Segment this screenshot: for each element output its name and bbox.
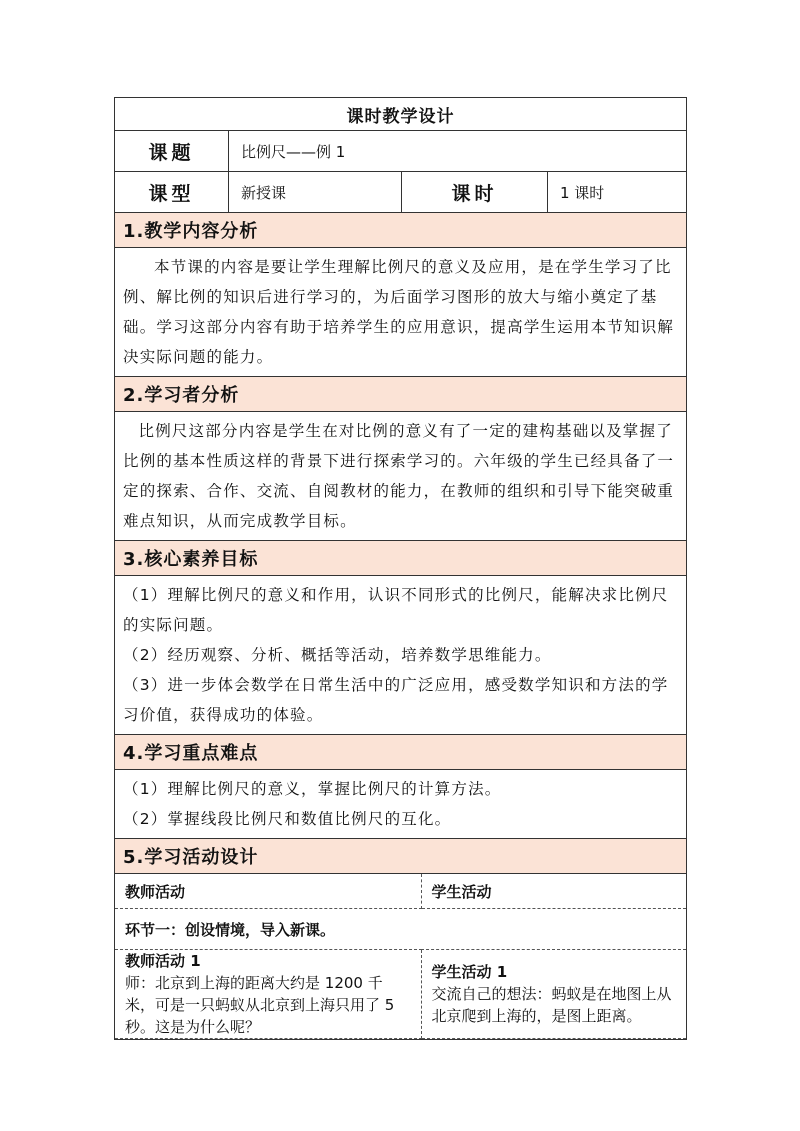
document-title: 课时教学设计 xyxy=(115,98,687,131)
section-heading-core-goals: 3.核心素养目标 xyxy=(115,541,687,576)
activity-table-container xyxy=(115,874,687,1040)
section-body-core-goals xyxy=(115,576,687,735)
section-heading-key-points: 4.学习重点难点 xyxy=(115,735,687,770)
paragraph: 本节课的内容是要让学生理解比例尺的意义及应用，是在学生学习了比例、解比例的知识后进行学习的，为后面学习图形的放大与缩小奠定了基础。学习这部分内容有助于培养学生的应用意识，提高学生运用本节知识解决实际问题的能力。 xyxy=(123,258,675,366)
section-heading-learner-analysis: 2.学习者分析 xyxy=(115,377,687,412)
key-point-item: （1）理解比例尺的意义，掌握比例尺的计算方法。 xyxy=(123,780,502,798)
goal-item: （1）理解比例尺的意义和作用，认识不同形式的比例尺，能解决求比例尺的实际问题。 xyxy=(123,586,669,634)
lesson-plan-page xyxy=(114,97,686,1040)
goal-item: （2）经历观察、分析、概括等活动，培养数学思维能力。 xyxy=(123,646,552,664)
goal-item: （3）进一步体会数学在日常生活中的广泛应用，感受数学知识和方法的学习价值，获得成功的体验。 xyxy=(123,676,669,724)
student-activity-1-text: 交流自己的想法：蚂蚁是在地图上从北京爬到上海的，是图上距离。 xyxy=(431,985,672,1025)
student-activity-1-title: 学生活动 1 xyxy=(431,963,508,981)
paragraph: 比例尺这部分内容是学生在对比例的意义有了一定的建构基础以及掌握了比例的基本性质这样的背景下进行探索学习的。六年级的学生已经具备了一定的探索、合作、交流、自阅教材的能力，在教师的组织和引导下能突破重难点知识，从而完成教学目标。 xyxy=(123,422,675,530)
student-activity-header: 学生活动 xyxy=(421,874,686,909)
period-value: 1 课时 xyxy=(548,172,687,213)
section-body-learner-analysis xyxy=(115,412,687,541)
teacher-activity-1-title: 教师活动 1 xyxy=(125,952,201,970)
section-body-content-analysis xyxy=(115,248,687,377)
topic-label: 课题 xyxy=(115,131,229,172)
section-body-key-points xyxy=(115,770,687,839)
topic-value: 比例尺——例 1 xyxy=(229,131,687,172)
section-heading-activity-design: 5.学习活动设计 xyxy=(115,839,687,874)
key-point-item: （2）掌握线段比例尺和数值比例尺的互化。 xyxy=(123,810,452,828)
activity-table xyxy=(115,874,686,1039)
type-value: 新授课 xyxy=(229,172,402,213)
stage-one-title: 环节一：创设情境，导入新课。 xyxy=(115,909,686,950)
type-label: 课型 xyxy=(115,172,229,213)
student-activity-1 xyxy=(421,950,686,1039)
lesson-plan-table xyxy=(114,97,687,1040)
period-label: 课时 xyxy=(402,172,548,213)
teacher-activity-1 xyxy=(115,950,421,1039)
section-heading-content-analysis: 1.教学内容分析 xyxy=(115,213,687,248)
teacher-activity-1-text: 师：北京到上海的距离大约是 1200 千米，可是一只蚂蚁从北京到上海只用了 5 秒。这是为什么呢？ xyxy=(125,974,395,1036)
teacher-activity-header: 教师活动 xyxy=(115,874,421,909)
